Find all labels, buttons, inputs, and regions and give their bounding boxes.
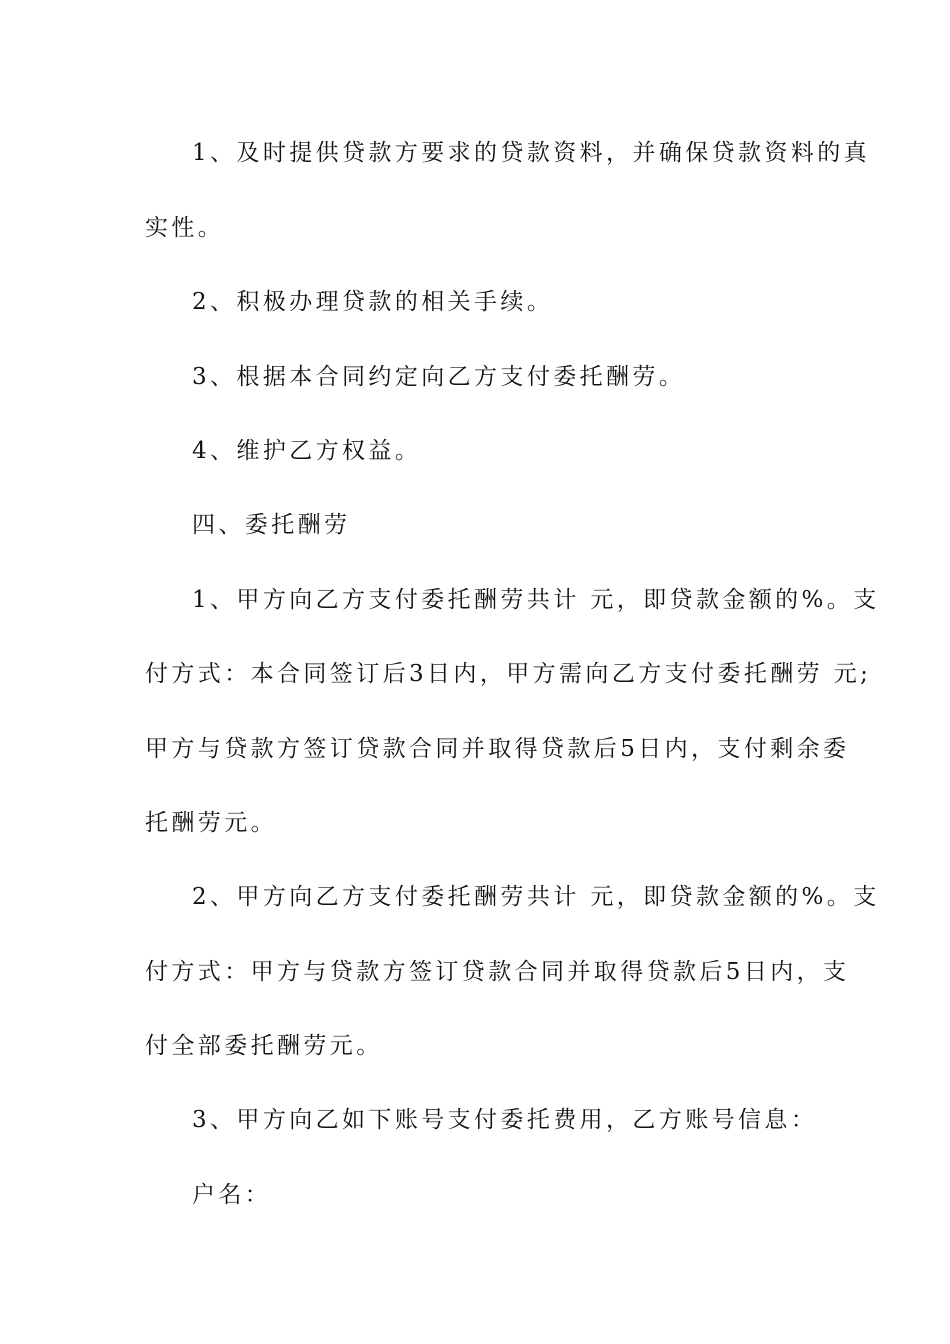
paragraph-line: 4、维护乙方权益。 (192, 438, 422, 464)
paragraph-line: 2、甲方向乙方支付委托酬劳共计 元，即贷款金额的%。支 (192, 884, 880, 910)
paragraph-line: 托酬劳元。 (145, 810, 277, 836)
paragraph-line: 付全部委托酬劳元。 (145, 1033, 383, 1059)
paragraph-line: 2、积极办理贷款的相关手续。 (192, 289, 554, 315)
paragraph-line: 3、根据本合同约定向乙方支付委托酬劳。 (192, 364, 686, 390)
paragraph-line: 1、甲方向乙方支付委托酬劳共计 元，即贷款金额的%。支 (192, 587, 880, 613)
account-name-label: 户名： (192, 1182, 272, 1208)
paragraph-line: 甲方与贷款方签订贷款合同并取得贷款后5日内，支付剩余委 (145, 736, 850, 762)
paragraph-line: 3、甲方向乙如下账号支付委托费用，乙方账号信息： (192, 1107, 818, 1133)
paragraph-line: 1、及时提供贷款方要求的贷款资料，并确保贷款资料的真 (192, 140, 871, 166)
section-heading: 四、委托酬劳 (192, 512, 351, 538)
paragraph-line: 实性。 (145, 215, 225, 241)
paragraph-line: 付方式：本合同签订后3日内，甲方需向乙方支付委托酬劳 元; (145, 661, 872, 687)
paragraph-line: 付方式：甲方与贷款方签订贷款合同并取得贷款后5日内，支 (145, 959, 850, 985)
